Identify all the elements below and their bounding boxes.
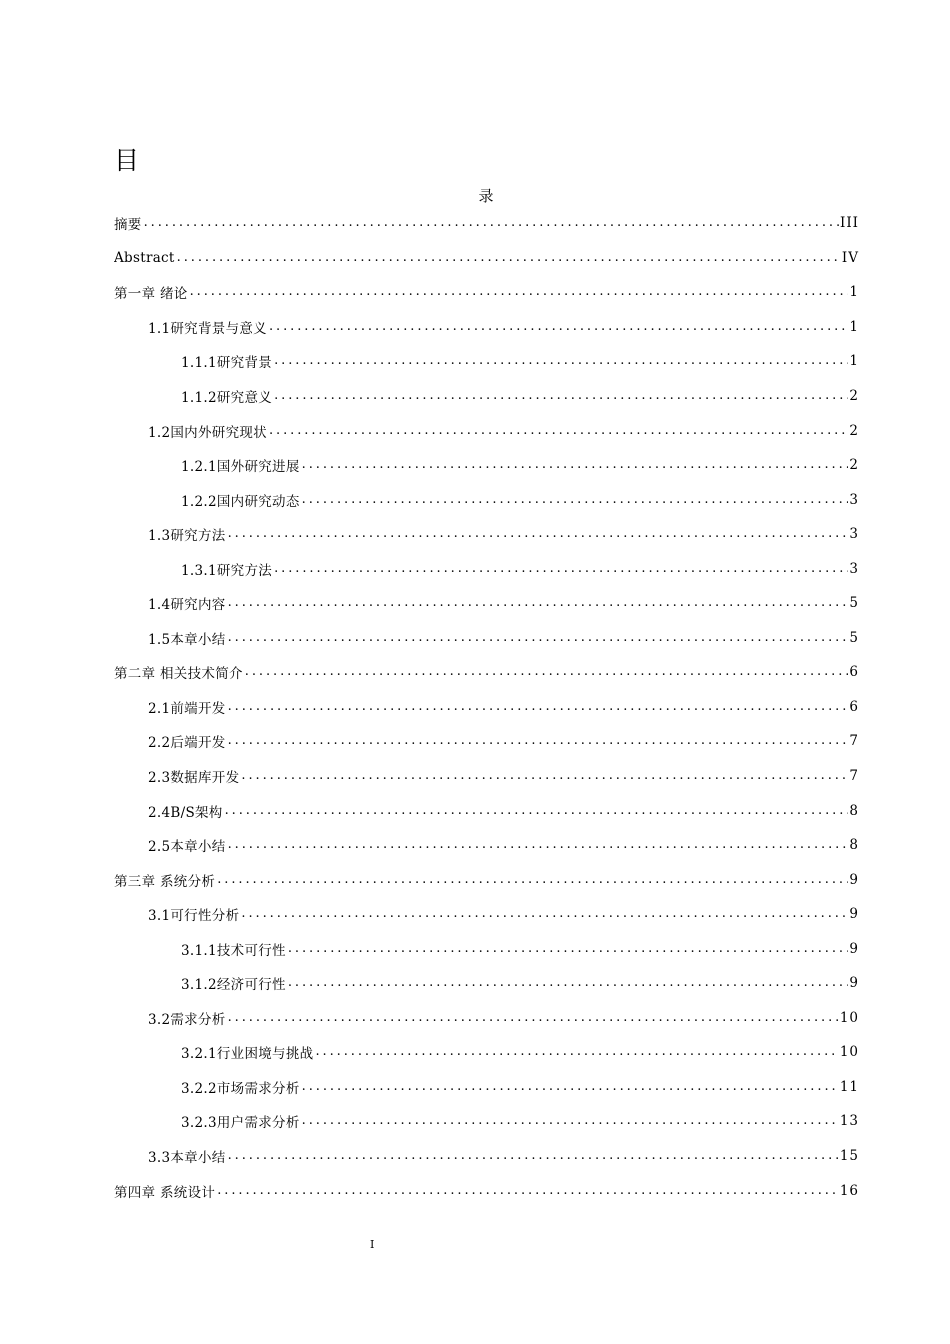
toc-entry-title: 1.2.1国外研究进展 [181,455,301,475]
toc-entry[interactable] [114,862,859,897]
toc-entry[interactable] [114,1104,859,1139]
toc-entry-title: 1.1研究背景与意义 [148,317,268,337]
toc-entry-title: 3.1.2经济可行性 [181,973,287,993]
toc-entry-title: 第四章 系统设计 [114,1181,216,1201]
toc-entry-title: 1.2.2国内研究动态 [181,490,301,510]
toc-entry-title: Abstract [114,249,175,266]
dot-leader [302,492,849,508]
toc-entry[interactable] [114,413,859,448]
dot-leader [190,284,849,300]
toc-entry[interactable] [114,379,859,414]
toc-entry[interactable] [114,690,859,725]
toc-entry-title: 2.2后端开发 [148,731,227,751]
toc-entry-page: 1 [849,284,859,301]
toc-entry[interactable] [114,828,859,863]
toc-entry-page: 9 [849,940,859,957]
toc-entry-page: IV [841,249,859,266]
toc-entry[interactable] [114,1070,859,1105]
toc-entry-page: 10 [839,1044,859,1061]
toc-entry[interactable] [114,897,859,932]
toc-entry[interactable] [114,655,859,690]
dot-leader [228,630,849,646]
toc-entry-title: 3.3本章小结 [148,1146,227,1166]
dot-leader [217,872,848,888]
dot-leader [144,215,839,231]
toc-title: 目 [114,146,140,175]
toc-entry-page: 3 [849,526,859,543]
toc-entry-title: 第三章 系统分析 [114,870,216,890]
toc-entry-title: 1.3研究方法 [148,524,227,544]
toc-entry-page: 5 [849,629,859,646]
toc-entry-page: III [840,215,859,232]
toc-entry-page: 6 [849,698,859,715]
toc-entry[interactable] [114,1001,859,1036]
page-number: I [370,1238,375,1251]
dot-leader [302,1113,839,1129]
dot-leader [274,353,848,369]
toc-entry-page: 15 [839,1148,859,1165]
dot-leader [241,906,848,922]
toc-entry-page: 3 [849,560,859,577]
dot-leader [274,388,848,404]
toc-entry-title: 摘要 [114,213,143,233]
toc-entry-title: 1.1.2研究意义 [181,386,273,406]
toc-entry-title: 1.1.1研究背景 [181,351,273,371]
toc-entry-page: 6 [849,664,859,681]
toc-entry-title: 3.2.3用户需求分析 [181,1111,301,1131]
toc-entry[interactable] [114,344,859,379]
toc-entry[interactable] [114,966,859,1001]
toc-entry[interactable] [114,621,859,656]
toc-entry-page: 9 [849,906,859,923]
toc-entry-title: 2.4B/S架构 [148,801,224,821]
toc-entry[interactable] [114,586,859,621]
toc-entry[interactable] [114,1139,859,1174]
toc-entry[interactable] [114,793,859,828]
toc-entry[interactable] [114,241,859,276]
toc-entry[interactable] [114,517,859,552]
toc-entry[interactable] [114,310,859,345]
toc-entry-title: 1.4研究内容 [148,593,227,613]
toc-entry[interactable] [114,206,859,241]
table-of-contents [114,206,859,1208]
toc-entry[interactable] [114,931,859,966]
toc-entry[interactable] [114,759,859,794]
dot-leader [228,595,849,611]
dot-leader [228,1010,839,1026]
dot-leader [269,319,848,335]
toc-entry-page: 7 [849,733,859,750]
toc-entry-page: 8 [849,802,859,819]
toc-entry-page: 16 [839,1182,859,1199]
toc-entry[interactable] [114,275,859,310]
toc-entry[interactable] [114,448,859,483]
toc-entry[interactable] [114,724,859,759]
toc-entry[interactable] [114,482,859,517]
toc-entry-page: 9 [849,871,859,888]
toc-entry-title: 3.2需求分析 [148,1008,227,1028]
dot-leader [315,1044,838,1060]
toc-entry-page: 1 [849,353,859,370]
dot-leader [288,975,849,991]
dot-leader [288,941,849,957]
toc-entry[interactable] [114,551,859,586]
dot-leader [302,457,849,473]
toc-entry-page: 5 [849,595,859,612]
toc-entry-page: 1 [849,318,859,335]
toc-entry-title: 2.3数据库开发 [148,766,240,786]
dot-leader [241,768,848,784]
dot-leader [228,526,849,542]
toc-entry[interactable] [114,1173,859,1208]
toc-entry-page: 13 [839,1113,859,1130]
dot-leader [217,1183,839,1199]
toc-entry-title: 2.5本章小结 [148,835,227,855]
dot-leader [245,664,849,680]
dot-leader [177,250,841,266]
toc-entry-page: 3 [849,491,859,508]
toc-entry[interactable] [114,1035,859,1070]
toc-entry-page: 2 [849,457,859,474]
toc-entry-page: 8 [849,837,859,854]
toc-entry-title: 第一章 绪论 [114,282,189,302]
toc-entry-title: 2.1前端开发 [148,697,227,717]
toc-entry-page: 9 [849,975,859,992]
toc-entry-title: 3.2.2市场需求分析 [181,1077,301,1097]
toc-entry-page: 2 [849,422,859,439]
toc-entry-title: 3.2.1行业困境与挑战 [181,1042,314,1062]
dot-leader [225,803,849,819]
toc-entry-title: 第二章 相关技术简介 [114,662,244,682]
toc-entry-title: 1.5本章小结 [148,628,227,648]
toc-entry-title: 1.3.1研究方法 [181,559,273,579]
dot-leader [269,423,848,439]
toc-entry-title: 3.1可行性分析 [148,904,240,924]
toc-entry-page: 11 [839,1078,859,1095]
toc-entry-page: 2 [849,388,859,404]
dot-leader [302,1079,839,1095]
toc-entry-page: 10 [839,1009,859,1026]
dot-leader [228,1148,839,1164]
toc-title-continued: 录 [478,187,494,205]
dot-leader [274,561,848,577]
toc-entry-title: 1.2国内外研究现状 [148,421,268,441]
toc-entry-title: 3.1.1技术可行性 [181,939,287,959]
toc-entry-page: 7 [849,768,859,785]
dot-leader [228,699,849,715]
dot-leader [228,837,849,853]
dot-leader [228,733,849,749]
